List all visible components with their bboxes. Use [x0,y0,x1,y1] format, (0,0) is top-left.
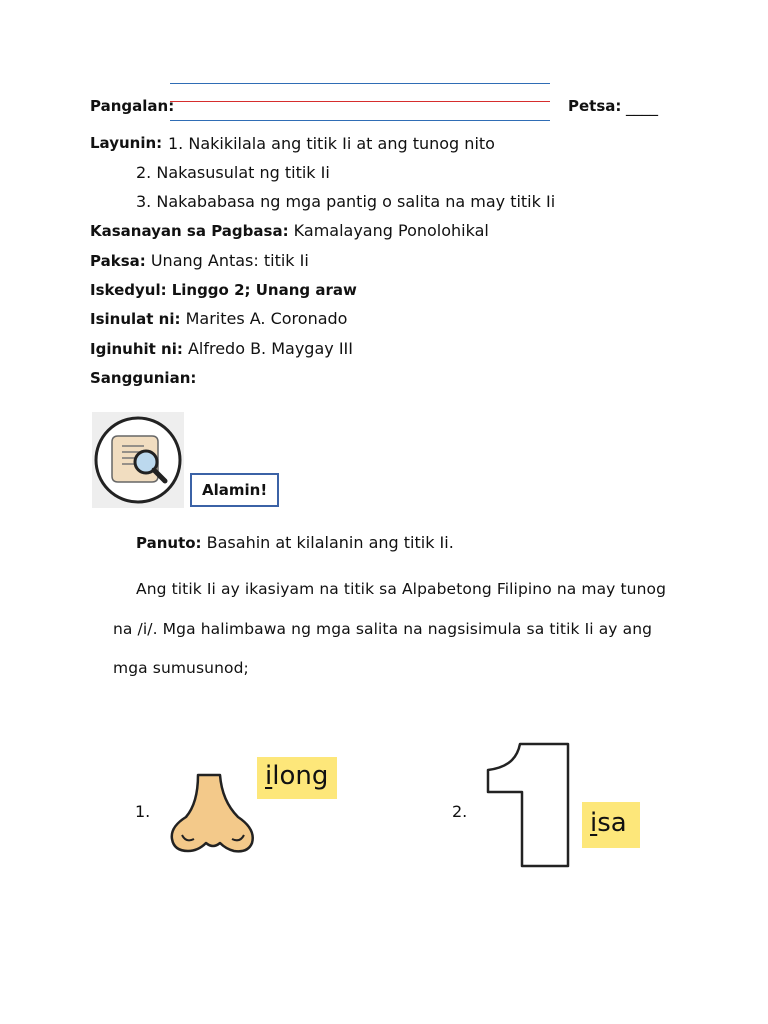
info-label: Iginuhit ni: [90,340,183,358]
info-value: Kamalayang Ponolohikal [293,221,489,240]
word-tag-isa [582,802,640,848]
info-value: Alfredo B. Maygay III [187,339,353,358]
info-label: Kasanayan sa Pagbasa: [90,222,289,240]
example-number-1: 1. [135,802,151,821]
objectives-label: Layunin: [90,134,163,152]
info-row-schedule [90,280,357,299]
word-first-letter: i [590,808,598,838]
instruction-text: Basahin at kilalanin ang titik Ii. [206,533,454,552]
info-row-author [90,309,347,328]
number-one-icon [484,740,576,870]
objective-item-3: 3. Nakababasa ng mga pantig o salita na may titik Ii [136,192,556,211]
info-value: Unang Antas: titik Ii [150,251,309,270]
word-tag-ilong [257,757,337,799]
paragraph-line-3: mga sumusunod; [113,659,249,677]
name-label: Pangalan: [90,97,175,115]
info-label: Sanggunian: [90,369,197,387]
info-row-topic [90,251,309,270]
instruction-label: Panuto: [136,534,202,552]
paragraph-line-2: na /i/. Mga halimbawa ng mga salita na nagsisimula sa titik Ii ay ang [113,620,653,638]
info-label: Iskedyul: [90,281,167,299]
word-first-letter: i [265,761,273,791]
nose-icon [168,773,258,855]
date-blank: ____ [626,97,658,116]
objective-item-1: 1. Nakikilala ang titik Ii at ang tunog nito [168,134,495,153]
word-rest: long [272,761,329,791]
paragraph-line-1: Ang titik Ii ay ikasiyam na titik sa Alpabetong Filipino na may tunog [136,580,667,598]
example-number-2: 2. [452,802,468,821]
writing-guide-middle-line [170,101,550,102]
word-rest: sa [597,808,627,838]
info-row-skill [90,221,489,240]
info-label: Isinulat ni: [90,310,181,328]
date-label: Petsa: [568,97,622,115]
info-row-reference [90,368,196,387]
writing-guide-top-line [170,83,550,84]
info-value: Linggo 2; Unang araw [171,281,357,299]
info-row-illustrator [90,339,353,358]
section-title: Alamin! [190,473,279,507]
objective-item-2: 2. Nakasusulat ng titik Ii [136,163,330,182]
info-label: Paksa: [90,252,146,270]
magnifier-scroll-icon [92,412,184,508]
writing-guide-bottom-line [170,120,550,121]
instruction [136,533,454,552]
info-value: Marites A. Coronado [185,309,348,328]
